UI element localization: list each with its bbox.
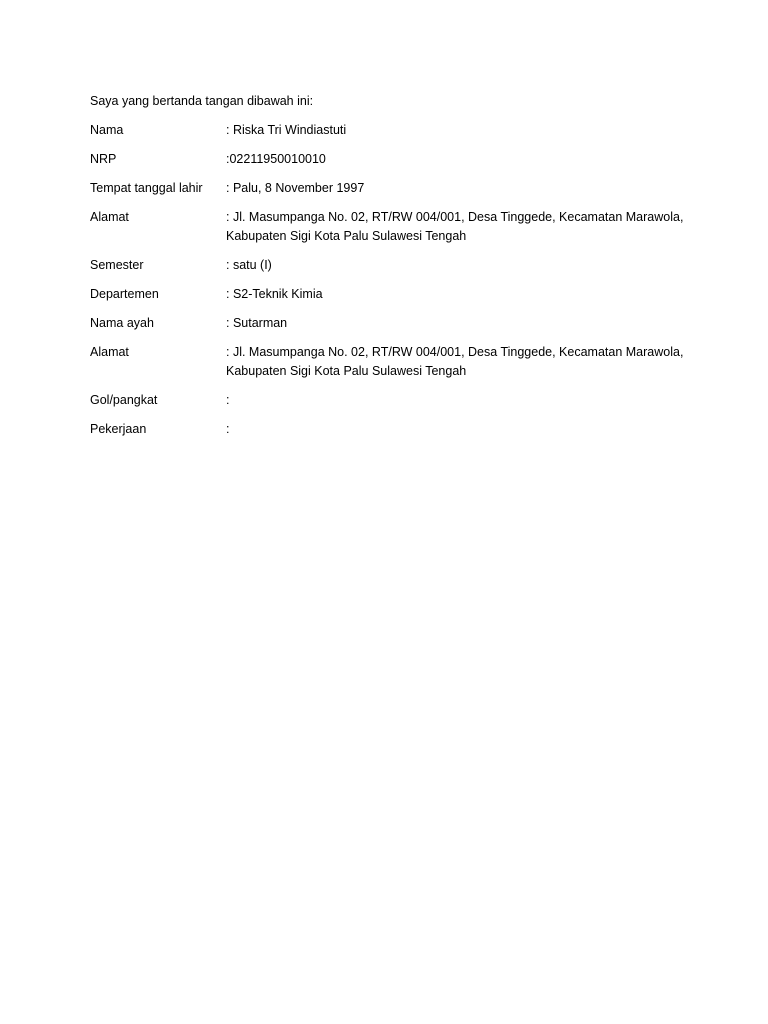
intro-text: Saya yang bertanda tangan dibawah ini: bbox=[90, 94, 314, 108]
field-value: : satu (I) bbox=[226, 258, 272, 272]
field-label: Nama bbox=[90, 123, 124, 137]
field-value: : Sutarman bbox=[226, 316, 288, 330]
document-page bbox=[90, 92, 730, 449]
field-row-gol-pangkat bbox=[90, 391, 730, 410]
field-value: : S2-Teknik Kimia bbox=[226, 287, 323, 301]
field-value: : Jl. Masumpanga No. 02, RT/RW 004/001, Desa Tinggede, Kecamatan Marawola, Kabupaten Sigi Kota Palu Sulawesi Tengah bbox=[226, 345, 684, 378]
field-value: : bbox=[226, 393, 230, 407]
field-row-alamat bbox=[90, 208, 730, 246]
field-label: Tempat tanggal lahir bbox=[90, 181, 203, 195]
field-label: Departemen bbox=[90, 287, 159, 301]
field-label: Gol/pangkat bbox=[90, 393, 158, 407]
field-label: NRP bbox=[90, 152, 117, 166]
field-row-departemen bbox=[90, 285, 730, 304]
field-value: :02211950010010 bbox=[226, 152, 326, 166]
field-value: : bbox=[226, 422, 230, 436]
field-label: Nama ayah bbox=[90, 316, 154, 330]
field-label: Semester bbox=[90, 258, 144, 272]
field-row-pekerjaan bbox=[90, 420, 730, 439]
field-value: : Jl. Masumpanga No. 02, RT/RW 004/001, Desa Tinggede, Kecamatan Marawola, Kabupaten Sigi Kota Palu Sulawesi Tengah bbox=[226, 210, 684, 243]
field-row-semester bbox=[90, 256, 730, 275]
field-row-nama-ayah bbox=[90, 314, 730, 333]
field-label: Pekerjaan bbox=[90, 422, 147, 436]
field-row-nama bbox=[90, 121, 730, 140]
field-label: Alamat bbox=[90, 345, 129, 359]
field-row-alamat-ayah bbox=[90, 343, 730, 381]
field-row-tempat-tanggal-lahir bbox=[90, 179, 730, 198]
field-label: Alamat bbox=[90, 210, 129, 224]
field-row-nrp bbox=[90, 150, 730, 169]
field-value: : Riska Tri Windiastuti bbox=[226, 123, 347, 137]
field-value: : Palu, 8 November 1997 bbox=[226, 181, 365, 195]
